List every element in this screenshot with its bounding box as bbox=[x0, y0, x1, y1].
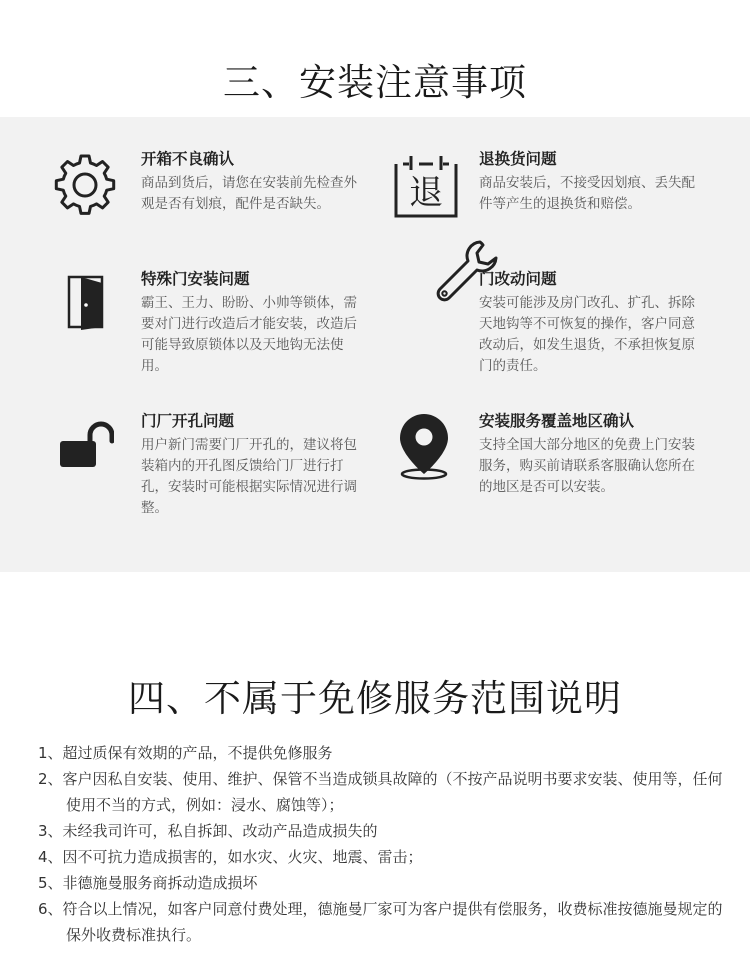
item-title: 门改动问题 bbox=[479, 270, 557, 288]
warranty-exclusion-list bbox=[38, 740, 728, 948]
item-desc: 支持全国大部分地区的免费上门安装服务，购买前请联系客服确认您所在的地区是否可以安装。 bbox=[479, 437, 695, 495]
item-service-coverage bbox=[479, 410, 699, 498]
unlock-icon bbox=[58, 420, 114, 470]
list-item: 6、符合以上情况，如客户同意付费处理，德施曼厂家可为客户提供有偿服务，收费标准按德施曼规定的保外收费标准执行。 bbox=[38, 900, 723, 944]
item-return-policy bbox=[479, 148, 699, 215]
item-title: 开箱不良确认 bbox=[141, 150, 235, 168]
section-title-warranty-exclusions: 四、不属于免修服务范围说明 bbox=[128, 677, 622, 720]
item-factory-hole bbox=[141, 410, 361, 519]
item-title: 安装服务覆盖地区确认 bbox=[479, 412, 635, 430]
list-item: 3、未经我司许可，私自拆卸、改动产品造成损失的 bbox=[38, 822, 378, 840]
item-desc: 霸王、王力、盼盼、小帅等锁体，需要对门进行改造后才能安装，改造后可能导致原锁体以及天地钩无法使用。 bbox=[141, 295, 357, 374]
item-desc: 商品安装后，不接受因划痕、丢失配件等产生的退换货和赔偿。 bbox=[479, 175, 695, 212]
return-icon bbox=[393, 152, 459, 218]
gear-icon bbox=[52, 152, 118, 218]
item-title: 退换货问题 bbox=[479, 150, 557, 168]
section-title-install-notes: 三、安装注意事项 bbox=[223, 61, 527, 104]
list-item: 5、非德施曼服务商拆动造成损坏 bbox=[38, 874, 258, 892]
item-desc: 商品到货后，请您在安装前先检查外观是否有划痕，配件是否缺失。 bbox=[141, 175, 357, 212]
item-desc: 安装可能涉及房门改孔、扩孔、拆除天地钩等不可恢复的操作，客户同意改动后，如发生退货，不承担恢复原门的责任。 bbox=[479, 295, 695, 374]
item-unboxing-check bbox=[141, 148, 361, 215]
list-item: 2、客户因私自安装、使用、维护、保管不当造成锁具故障的（不按产品说明书要求安装、使用等，任何使用不当的方式，例如：浸水、腐蚀等）； bbox=[38, 770, 723, 814]
door-icon bbox=[67, 274, 105, 332]
item-desc: 用户新门需要门厂开孔的，建议将包装箱内的开孔图反馈给门厂进行打孔，安装时可能根据实际情况进行调整。 bbox=[141, 437, 357, 516]
list-item: 1、超过质保有效期的产品，不提供免修服务 bbox=[38, 744, 333, 762]
location-pin-icon bbox=[396, 412, 452, 480]
list-item: 4、因不可抗力造成损害的，如水灾、火灾、地震、雷击； bbox=[38, 848, 423, 866]
return-icon-glyph: 退 bbox=[409, 173, 443, 213]
item-title: 特殊门安装问题 bbox=[141, 270, 250, 288]
item-title: 门厂开孔问题 bbox=[141, 412, 235, 430]
item-special-door bbox=[141, 268, 361, 377]
item-door-modification bbox=[479, 268, 699, 377]
